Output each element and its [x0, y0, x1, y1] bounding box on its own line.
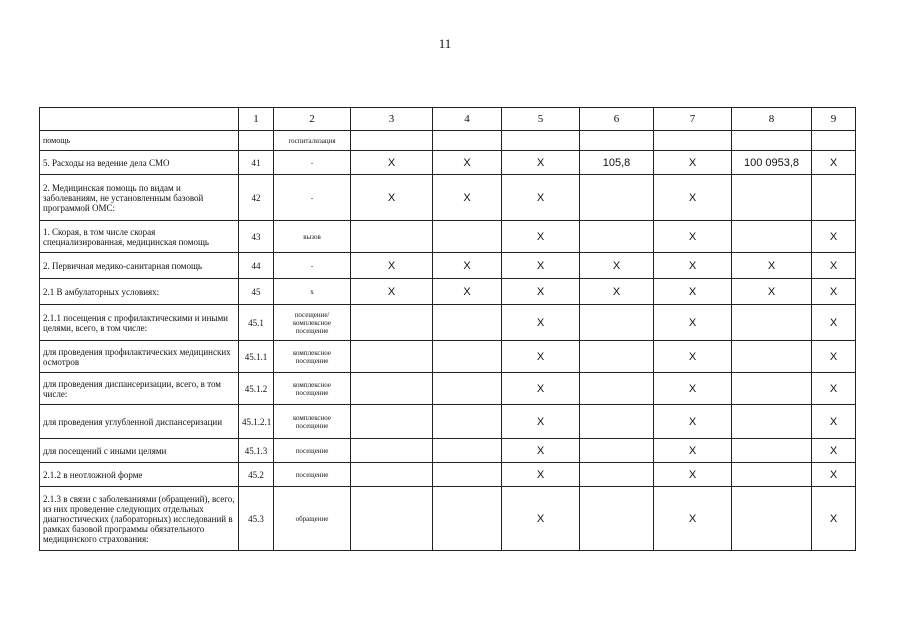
value-cell-col-9: X: [812, 405, 856, 439]
value-cell-col-6: [580, 305, 654, 341]
value-cell-col-5: X: [502, 487, 580, 551]
row-name-cell: для посещений с иными целями: [40, 439, 239, 463]
data-table: [39, 107, 856, 551]
value-cell-col-9: X: [812, 439, 856, 463]
value-cell-col-9: X: [812, 151, 856, 175]
table-row: [40, 175, 856, 221]
value-cell-col-7: X: [654, 253, 732, 279]
row-code-cell: 45.3: [239, 487, 274, 551]
value-cell-col-9: X: [812, 253, 856, 279]
value-cell-col-4: [433, 405, 502, 439]
row-name-cell: 5. Расходы на ведение дела СМО: [40, 151, 239, 175]
row-unit-cell: посещение: [274, 439, 351, 463]
table-row: [40, 373, 856, 405]
row-code-cell: 45.1.3: [239, 439, 274, 463]
header-cell-4: 4: [433, 108, 502, 131]
value-cell-col-8: [732, 175, 812, 221]
value-cell-col-8: [732, 463, 812, 487]
header-cell-6: 6: [580, 108, 654, 131]
row-code-cell: 45.1: [239, 305, 274, 341]
row-unit-cell: посещение: [274, 463, 351, 487]
value-cell-col-6: [580, 439, 654, 463]
value-cell-col-8: [732, 305, 812, 341]
value-cell-col-9: X: [812, 487, 856, 551]
row-name-cell: для проведения диспансеризации, всего, в том числе:: [40, 373, 239, 405]
value-cell-col-6: [580, 131, 654, 151]
row-name-cell: 2. Медицинская помощь по видам и заболеваниям, не установленным базовой программой ОМС:: [40, 175, 239, 221]
page-number: 11: [438, 36, 452, 51]
value-cell-col-3: [351, 305, 433, 341]
value-cell-col-6: [580, 373, 654, 405]
value-cell-col-4: [433, 305, 502, 341]
value-cell-col-3: X: [351, 253, 433, 279]
table-row: [40, 279, 856, 305]
value-cell-col-3: X: [351, 175, 433, 221]
value-cell-col-5: X: [502, 253, 580, 279]
value-cell-col-3: [351, 373, 433, 405]
value-cell-col-7: X: [654, 175, 732, 221]
row-name-cell: 2.1.1 посещения с профилактическими и иными целями, всего, в том числе:: [40, 305, 239, 341]
value-cell-col-9: X: [812, 463, 856, 487]
value-cell-col-6: X: [580, 279, 654, 305]
row-name-cell: 2.1.2 в неотложной форме: [40, 463, 239, 487]
table-row: [40, 131, 856, 151]
row-name-cell: для проведения профилактических медицинских осмотров: [40, 341, 239, 373]
value-cell-col-8: [732, 405, 812, 439]
row-unit-cell: комплексное посещение: [274, 373, 351, 405]
value-cell-col-4: [433, 463, 502, 487]
value-cell-col-9: X: [812, 305, 856, 341]
value-cell-col-3: X: [351, 151, 433, 175]
value-cell-col-5: X: [502, 221, 580, 253]
header-cell-1: 1: [239, 108, 274, 131]
value-cell-col-5: X: [502, 175, 580, 221]
value-cell-col-4: X: [433, 279, 502, 305]
header-cell-8: 8: [732, 108, 812, 131]
value-cell-col-5: X: [502, 279, 580, 305]
value-cell-col-8: X: [732, 279, 812, 305]
row-code-cell: 45.1.1: [239, 341, 274, 373]
header-row: [40, 108, 856, 131]
table-row: [40, 487, 856, 551]
value-cell-col-3: [351, 341, 433, 373]
table-row: [40, 305, 856, 341]
value-cell-col-6: [580, 341, 654, 373]
value-cell-col-5: [502, 131, 580, 151]
value-cell-col-4: [433, 341, 502, 373]
row-unit-cell: госпитализация: [274, 131, 351, 151]
row-code-cell: 41: [239, 151, 274, 175]
row-code-cell: 45.2: [239, 463, 274, 487]
row-code-cell: 42: [239, 175, 274, 221]
row-name-cell: 2. Первичная медико-санитарная помощь: [40, 253, 239, 279]
header-cell-5: 5: [502, 108, 580, 131]
value-cell-col-3: [351, 439, 433, 463]
value-cell-col-9: X: [812, 221, 856, 253]
value-cell-col-7: X: [654, 151, 732, 175]
row-code-cell: 45: [239, 279, 274, 305]
value-cell-col-4: [433, 221, 502, 253]
table-row: [40, 463, 856, 487]
value-cell-col-7: X: [654, 305, 732, 341]
row-code-cell: 45.1.2: [239, 373, 274, 405]
value-cell-col-7: [654, 131, 732, 151]
value-cell-col-9: X: [812, 373, 856, 405]
value-cell-col-3: X: [351, 279, 433, 305]
value-cell-col-3: [351, 131, 433, 151]
row-unit-cell: обращение: [274, 487, 351, 551]
value-cell-col-3: [351, 405, 433, 439]
value-cell-col-8: [732, 487, 812, 551]
header-cell-0: [40, 108, 239, 131]
value-cell-col-5: X: [502, 405, 580, 439]
value-cell-col-6: X: [580, 253, 654, 279]
header-cell-2: 2: [274, 108, 351, 131]
value-cell-col-5: X: [502, 439, 580, 463]
header-cell-3: 3: [351, 108, 433, 131]
table-row: [40, 405, 856, 439]
value-cell-col-8: [732, 221, 812, 253]
row-code-cell: 44: [239, 253, 274, 279]
row-name-cell: 1. Скорая, в том числе скорая специализированная, медицинская помощь: [40, 221, 239, 253]
value-cell-col-4: [433, 131, 502, 151]
value-cell-col-7: X: [654, 439, 732, 463]
value-cell-col-4: X: [433, 151, 502, 175]
row-name-cell: 2.1 В амбулаторных условиях:: [40, 279, 239, 305]
value-cell-col-8: [732, 341, 812, 373]
value-cell-col-6: [580, 175, 654, 221]
table-row: [40, 253, 856, 279]
value-cell-col-5: X: [502, 463, 580, 487]
row-code-cell: 43: [239, 221, 274, 253]
value-cell-col-5: X: [502, 151, 580, 175]
value-cell-col-3: [351, 463, 433, 487]
value-cell-col-8: X: [732, 253, 812, 279]
value-cell-col-7: X: [654, 341, 732, 373]
value-cell-col-6: [580, 405, 654, 439]
value-cell-col-3: [351, 221, 433, 253]
row-name-cell: 2.1.3 в связи с заболеваниями (обращений), всего, из них проведение следующих отдельных диагностических (лабораторных) исследований в рамках базовой программы обязательного медицинского страхования:: [40, 487, 239, 551]
value-cell-col-9: [812, 175, 856, 221]
value-cell-col-6: [580, 487, 654, 551]
value-cell-col-8: [732, 373, 812, 405]
table-row: [40, 439, 856, 463]
row-name-cell: для проведения углубленной диспансеризации: [40, 405, 239, 439]
value-cell-col-4: [433, 487, 502, 551]
value-cell-col-6: [580, 221, 654, 253]
value-cell-col-6: 105,8: [580, 151, 654, 175]
row-unit-cell: -: [274, 151, 351, 175]
value-cell-col-4: X: [433, 253, 502, 279]
value-cell-col-5: X: [502, 373, 580, 405]
row-code-cell: 45.1.2.1: [239, 405, 274, 439]
value-cell-col-6: [580, 463, 654, 487]
value-cell-col-7: X: [654, 463, 732, 487]
value-cell-col-7: X: [654, 373, 732, 405]
row-unit-cell: вызов: [274, 221, 351, 253]
value-cell-col-8: 100 0953,8: [732, 151, 812, 175]
value-cell-col-4: [433, 373, 502, 405]
value-cell-col-5: X: [502, 341, 580, 373]
value-cell-col-9: X: [812, 279, 856, 305]
row-unit-cell: -: [274, 175, 351, 221]
value-cell-col-9: [812, 131, 856, 151]
value-cell-col-7: X: [654, 405, 732, 439]
value-cell-col-4: [433, 439, 502, 463]
row-unit-cell: комплексное посещение: [274, 405, 351, 439]
table-row: [40, 221, 856, 253]
value-cell-col-3: [351, 487, 433, 551]
value-cell-col-7: X: [654, 279, 732, 305]
row-unit-cell: x: [274, 279, 351, 305]
table-row: [40, 151, 856, 175]
row-unit-cell: посещение/ комплексное посещение: [274, 305, 351, 341]
value-cell-col-5: X: [502, 305, 580, 341]
row-unit-cell: -: [274, 253, 351, 279]
header-cell-9: 9: [812, 108, 856, 131]
value-cell-col-7: X: [654, 221, 732, 253]
value-cell-col-9: X: [812, 341, 856, 373]
header-cell-7: 7: [654, 108, 732, 131]
value-cell-col-4: X: [433, 175, 502, 221]
value-cell-col-8: [732, 131, 812, 151]
value-cell-col-8: [732, 439, 812, 463]
value-cell-col-7: X: [654, 487, 732, 551]
row-code-cell: [239, 131, 274, 151]
row-name-cell: помощь: [40, 131, 239, 151]
row-unit-cell: комплексное посещение: [274, 341, 351, 373]
table-row: [40, 341, 856, 373]
